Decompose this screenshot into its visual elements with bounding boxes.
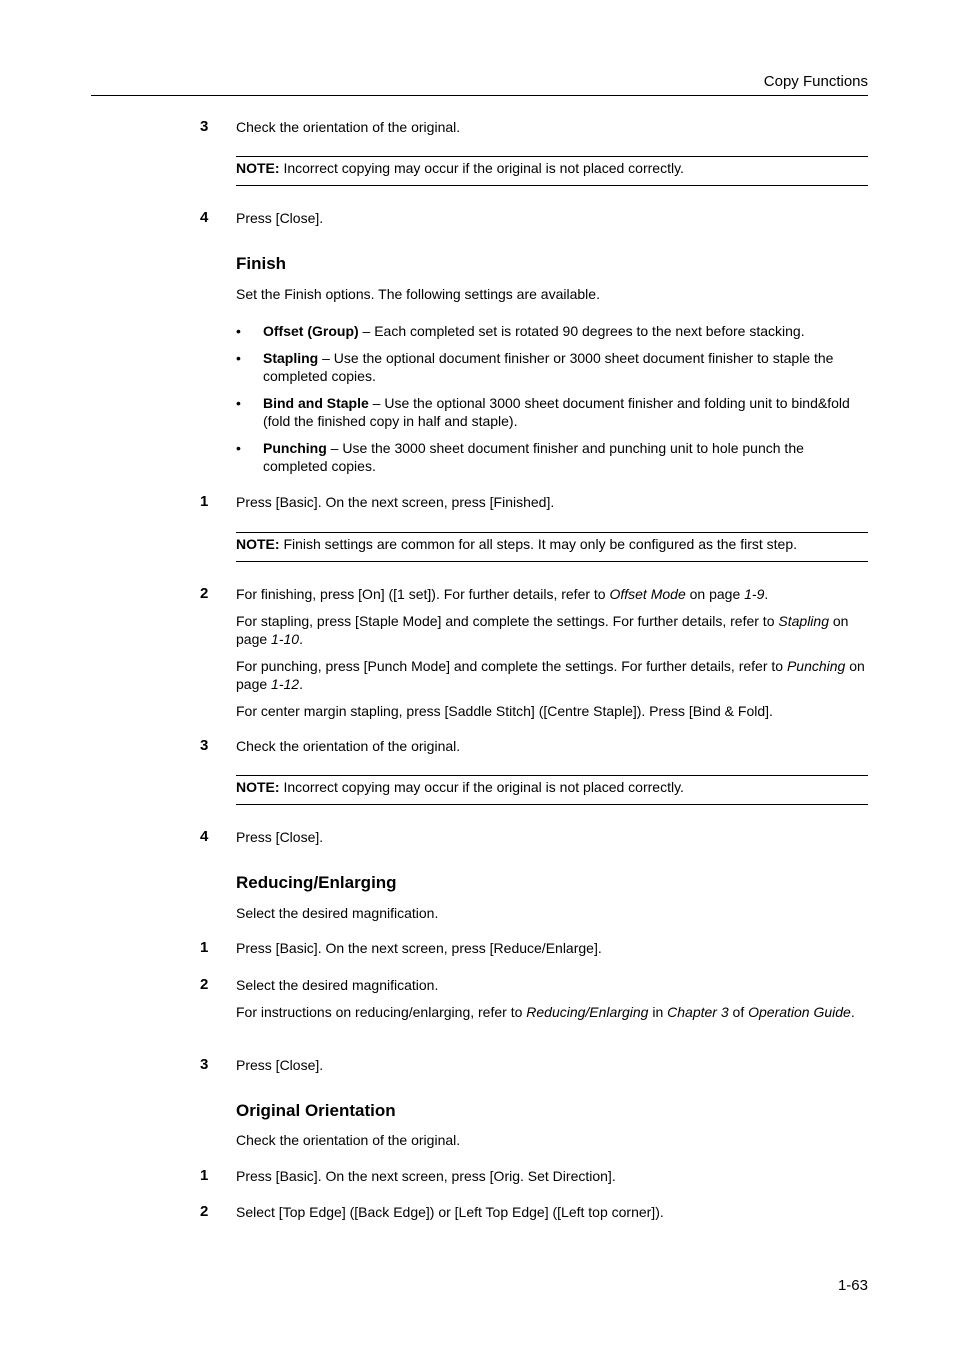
text-run: on page	[685, 586, 745, 602]
step-number: 1	[200, 939, 209, 956]
text-run: in	[648, 1004, 668, 1020]
text-run: For stapling, press [Staple Mode] and complete the settings. For further details, refer to	[236, 613, 779, 629]
list-item	[263, 350, 868, 385]
list-item-desc: – Use the optional 3000 sheet document finisher and folding unit to bind&fold (fold the finished copy in half and staple).	[263, 395, 850, 429]
step-number: 2	[200, 976, 209, 993]
note-label: NOTE:	[236, 536, 280, 552]
section-heading-orientation: Original Orientation	[236, 1101, 396, 1120]
step-number: 1	[200, 1167, 209, 1184]
bullet-glyph: •	[236, 350, 241, 366]
bullet-glyph: •	[236, 323, 241, 339]
xref-page: 1-9	[744, 586, 765, 602]
note-box	[236, 156, 868, 186]
step-text: Select the desired magnification.	[236, 977, 439, 993]
section-heading-reducing: Reducing/Enlarging	[236, 873, 397, 892]
note-label: NOTE:	[236, 160, 280, 176]
step-text: Press [Basic]. On the next screen, press [Reduce/Enlarge].	[236, 940, 602, 956]
step-number: 2	[200, 1203, 209, 1220]
note-box	[236, 775, 868, 805]
text-run: on page	[236, 613, 849, 647]
xref-title: Punching	[786, 658, 846, 674]
step-text: Press [Basic]. On the next screen, press [Orig. Set Direction].	[236, 1168, 616, 1184]
step-number: 3	[200, 1056, 209, 1073]
list-item	[263, 323, 868, 341]
step-text: Check the orientation of the original.	[236, 738, 461, 754]
note-box	[236, 532, 868, 562]
xref-chapter: Chapter 3	[667, 1004, 729, 1020]
bullet-glyph: •	[236, 440, 241, 456]
paragraph: For center margin stapling, press [Saddle Stitch] ([Centre Staple]). Press [Bind & Fold].	[236, 703, 773, 719]
step-text: Press [Close].	[236, 829, 324, 845]
step-text: Select [Top Edge] ([Back Edge]) or [Left Top Edge] ([Left top corner]).	[236, 1204, 664, 1220]
text-run: .	[299, 630, 303, 647]
step-text: Press [Close].	[236, 1057, 324, 1073]
step-number: 4	[200, 209, 209, 226]
step-number: 2	[200, 585, 209, 602]
section-intro: Set the Finish options. The following settings are available.	[236, 286, 600, 302]
page-number: 1-63	[837, 1277, 868, 1294]
note-label: NOTE:	[236, 779, 280, 795]
text-run: .	[850, 1004, 855, 1020]
text-run: of	[728, 1004, 749, 1020]
text-run: For instructions on reducing/enlarging, refer to	[236, 1004, 527, 1020]
note-text: Finish settings are common for all steps. It may only be configured as the first step.	[279, 536, 798, 552]
list-item-desc: – Use the optional document finisher or 3000 sheet document finisher to staple the completed copies.	[263, 350, 834, 384]
list-item-desc: – Each completed set is rotated 90 degrees to the next before stacking.	[358, 323, 805, 339]
list-item-term: Offset (Group)	[263, 323, 359, 339]
paragraph	[236, 586, 868, 604]
xref-title: Reducing/Enlarging	[526, 1004, 649, 1020]
step-number: 4	[200, 828, 209, 845]
note-text: Incorrect copying may occur if the original is not placed correctly.	[279, 160, 684, 176]
step-number: 3	[200, 737, 209, 754]
section-intro: Check the orientation of the original.	[236, 1132, 461, 1148]
section-heading-finish: Finish	[236, 254, 287, 273]
text-run: For finishing, press [On] ([1 set]). For further details, refer to	[236, 586, 610, 602]
step-number: 1	[200, 493, 209, 510]
text-run: on page	[236, 658, 865, 692]
text-run: .	[764, 586, 769, 602]
section-intro: Select the desired magnification.	[236, 905, 439, 921]
bullet-glyph: •	[236, 395, 241, 411]
paragraph	[236, 658, 868, 693]
list-item	[263, 395, 868, 430]
header-rule	[91, 95, 868, 96]
text-run: For punching, press [Punch Mode] and complete the settings. For further details, refer to	[236, 658, 787, 674]
step-text: Press [Close].	[236, 210, 324, 226]
paragraph	[236, 613, 868, 648]
header-title: Copy Functions	[763, 73, 868, 90]
step-text: Check the orientation of the original.	[236, 119, 461, 135]
list-item-term: Bind and Staple	[263, 395, 369, 411]
xref-title: Stapling	[778, 613, 829, 629]
list-item-desc: – Use the 3000 sheet document finisher and punching unit to hole punch the completed copies.	[263, 440, 804, 474]
list-item-term: Stapling	[263, 350, 319, 366]
xref-page: 1-12	[271, 675, 300, 692]
step-text: Press [Basic]. On the next screen, press [Finished].	[236, 494, 555, 510]
list-item-term: Punching	[263, 440, 327, 456]
paragraph	[236, 1004, 868, 1022]
text-run: .	[299, 675, 303, 692]
list-item	[263, 440, 868, 475]
note-text: Incorrect copying may occur if the original is not placed correctly.	[279, 779, 684, 795]
xref-page: 1-10	[271, 630, 300, 647]
xref-guide: Operation Guide	[748, 1004, 851, 1020]
step-number: 3	[200, 118, 209, 135]
xref-title: Offset Mode	[609, 586, 686, 602]
